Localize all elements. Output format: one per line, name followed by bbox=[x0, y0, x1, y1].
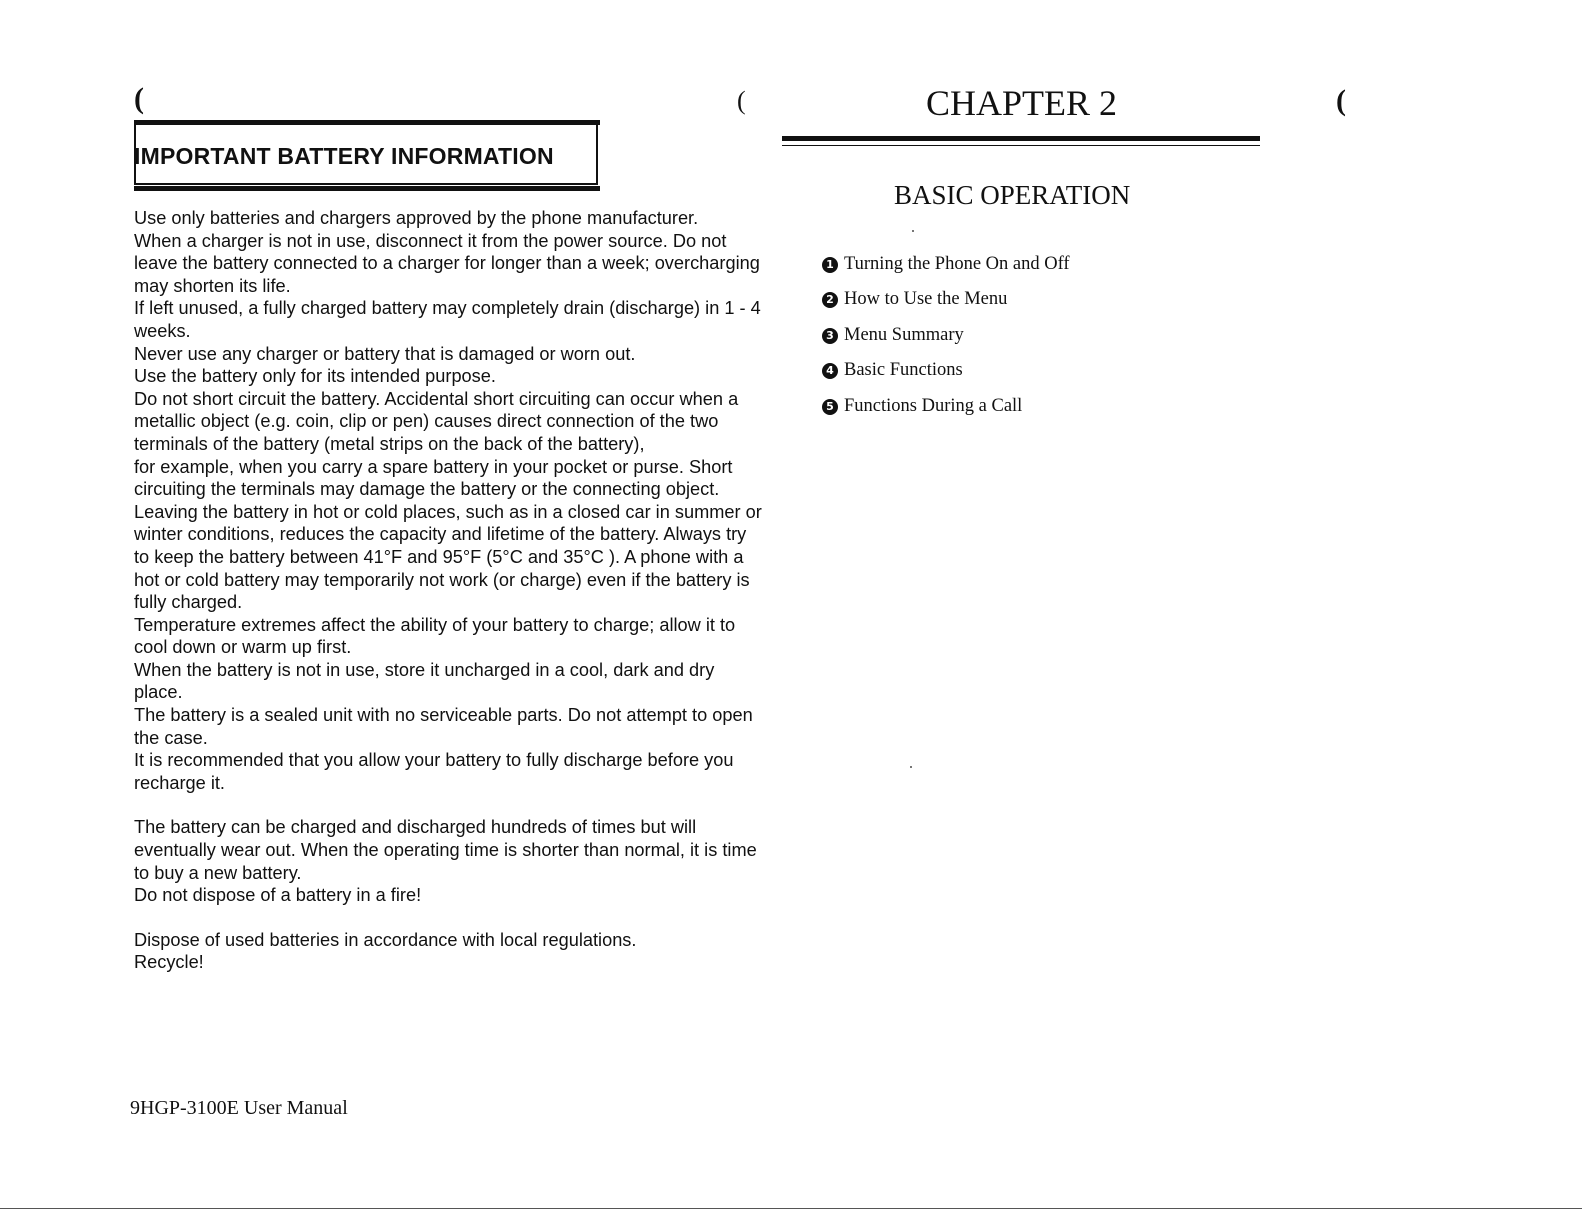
chapter-contents-list bbox=[822, 254, 1070, 431]
chapter-title: CHAPTER 2 bbox=[926, 83, 1118, 123]
paragraph: Do not dispose of a battery in a fire! bbox=[134, 885, 422, 906]
toc-item-label: Functions During a Call bbox=[844, 395, 1023, 416]
toc-item bbox=[822, 325, 1070, 360]
toc-item-label: Basic Functions bbox=[844, 360, 963, 381]
paragraph: If left unused, a fully charged battery may completely drain (discharge) in 1 - 4 weeks. bbox=[134, 298, 761, 341]
paragraph: When a charger is not in use, disconnect it from the power source. Do not leave the battery connected to a charger for longer than a week; overcharging may shorten its life. bbox=[134, 230, 760, 296]
page-footer: 9HGP-3100E User Manual bbox=[130, 1097, 348, 1119]
number-bullet-icon: 2 bbox=[822, 292, 838, 308]
scan-edge-line bbox=[0, 1208, 1582, 1209]
chapter-rule-thick bbox=[782, 136, 1260, 141]
paragraph: Never use any charger or battery that is damaged or worn out. bbox=[134, 343, 636, 364]
paragraph: for example, when you carry a spare battery in your pocket or purse. Short circuiting the terminals may damage the battery or the connecting object. bbox=[134, 456, 733, 500]
paragraph: The battery is a sealed unit with no serviceable parts. Do not attempt to open the case. bbox=[134, 705, 753, 748]
toc-item bbox=[822, 289, 1070, 324]
paragraph: Leaving the battery in hot or cold places, such as in a closed car in summer or winter conditions, reduces the capacity and lifetime of the battery. Always try to keep the battery between 41°F and 95°F (5°C and 35°C ). A phone with a hot or cold battery may temporarily not work (or charge) even if the battery is fully charged. bbox=[134, 501, 762, 613]
paragraph: Use only batteries and chargers approved by the phone manufacturer. bbox=[134, 208, 699, 228]
paragraph: Use the battery only for its intended purpose. bbox=[134, 366, 496, 387]
number-bullet-icon: 4 bbox=[822, 363, 838, 379]
paragraph-block-2 bbox=[134, 816, 764, 906]
number-bullet-icon: 3 bbox=[822, 328, 838, 344]
scan-speck bbox=[912, 230, 914, 232]
scan-speck bbox=[910, 766, 912, 768]
paragraph-block-3 bbox=[134, 929, 764, 974]
punch-mark-right: ( bbox=[1336, 84, 1346, 117]
paragraph: Temperature extremes affect the ability of your battery to charge; allow it to cool down or warm up first. bbox=[134, 614, 736, 658]
paragraph: Recycle! bbox=[134, 952, 204, 973]
section-heading: IMPORTANT BATTERY INFORMATION bbox=[134, 143, 554, 169]
heading-bottom-bar bbox=[134, 186, 600, 191]
toc-item bbox=[822, 396, 1070, 431]
number-bullet-icon: 1 bbox=[822, 257, 838, 273]
number-bullet-icon: 5 bbox=[822, 399, 838, 415]
toc-item-label: Menu Summary bbox=[844, 324, 964, 345]
punch-mark-center: ( bbox=[737, 86, 746, 115]
paragraph: Do not short circuit the battery. Accidental short circuiting can occur when a metallic object (e.g. coin, clip or pen) causes direct connection of the two terminals of the battery (metal strips on the back of the battery), bbox=[134, 388, 739, 454]
chapter-rule-thin bbox=[782, 145, 1260, 146]
paragraph-block-1 bbox=[134, 207, 764, 794]
punch-mark-left: ( bbox=[134, 82, 144, 115]
paragraph: The battery can be charged and discharged hundreds of times but will eventually wear out. When the operating time is shorter than normal, it is time to buy a new battery. bbox=[134, 817, 757, 883]
paragraph: When the battery is not in use, store it uncharged in a cool, dark and dry place. bbox=[134, 659, 715, 703]
paragraph: It is recommended that you allow your battery to fully discharge before you recharge it. bbox=[134, 750, 734, 793]
toc-item-label: Turning the Phone On and Off bbox=[844, 254, 1070, 274]
chapter-subtitle: BASIC OPERATION bbox=[894, 180, 1131, 210]
toc-item bbox=[822, 254, 1070, 289]
toc-item bbox=[822, 360, 1070, 395]
battery-info-text bbox=[134, 207, 764, 974]
toc-item-label: How to Use the Menu bbox=[844, 289, 1008, 310]
paragraph: Dispose of used batteries in accordance with local regulations. bbox=[134, 929, 637, 950]
